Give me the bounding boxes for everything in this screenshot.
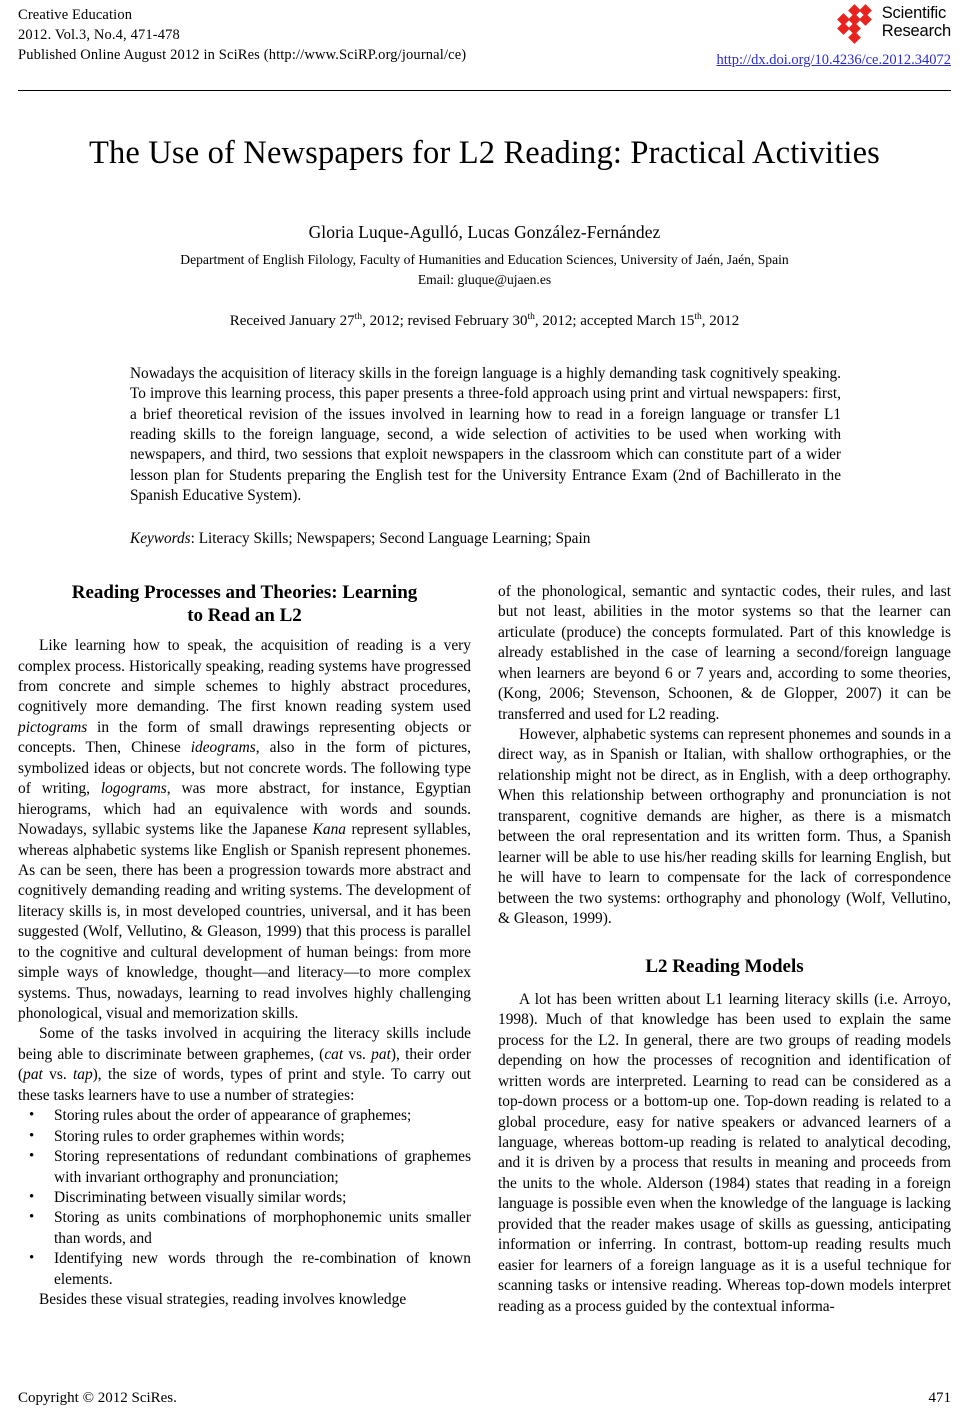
left-column <box>18 582 471 1317</box>
term-ideograms: ideograms <box>190 739 256 757</box>
text-run: Like learning how to speak, the acquisition of reading is a very complex process. Historically speaking, reading systems have progressed from concrete and simple schemes to highly abstract procedures, cognitively more demanding. The first known reading system used <box>18 637 471 716</box>
paragraph-literacy-tasks <box>18 1024 471 1106</box>
section-heading-reading-processes <box>18 582 471 627</box>
paragraph-visual-strategies: Besides these visual strategies, reading involves knowledge <box>39 1291 407 1309</box>
copyright-notice: Copyright © 2012 SciRes. <box>18 1390 177 1406</box>
text-run: in the form of small drawings representing objects or concepts. Then, Chinese <box>18 718 471 757</box>
paragraph-reading-history <box>18 636 471 1024</box>
list-item: • Storing rules to order graphemes within words; <box>18 1127 471 1147</box>
logo-wordmark <box>882 4 951 41</box>
diamond-logo-icon <box>837 6 877 42</box>
keywords-values: : Literacy Skills; Newspapers; Second Language Learning; Spain <box>190 529 591 547</box>
header-divider <box>18 90 951 91</box>
received-label: Received January 27 <box>229 312 355 329</box>
accepted-year: , 2012 <box>701 312 740 329</box>
term-pictograms: pictograms <box>18 718 88 736</box>
example-pat-2: pat <box>23 1066 43 1084</box>
volume-issue-pages: 2012. Vol.3, No.4, 471-478 <box>18 26 180 43</box>
heading-line-1: Reading Processes and Theories: Learning <box>71 581 418 603</box>
logo-line-1: Scientific <box>881 4 947 22</box>
contact-email: Email: gluque@ujaen.es <box>417 272 552 288</box>
abstract-text: Nowadays the acquisition of literacy skills in the foreign language is a highly demanding task cognitively speaking. To improve this learning process, this paper presents a three-fold approach using print and virtual newspapers: first, a brief theoretical revision of the issues involved in learning how to read in a foreign language or transfer L1 reading skills to the foreign language, second, a wide selection of activities to be used when working with newspapers, and third, two sessions that exploit newspapers in the classroom which can constitute part of a wider lesson plan for Students preparing the English test for the University Entrance Exam (2nd of Bachillerato in the Spanish Educative System). <box>130 364 841 505</box>
text-run: ), the size of words, types of print and style. To carry out these tasks learners have to use a number of strategies: <box>18 1066 471 1104</box>
paragraph-reading-models: A lot has been written about L1 learning literacy skills (i.e. Arroyo, 1998). Much of that knowledge has been used to explain the same process for the L2. In general, there are two groups of reading models depending on how the processes of recognition and identification of written words are interpreted. Learning to read can be considered as a top-down process or a bottom-up one. Top-down reading is related to a global procedure, easy for native speakers or advanced learners of a language, whereas bottom-up reading is related to analytical decoding, and it is driven by a process that results in meaning and proceeds from the units to the whole. Alderson (1984) states that reading in a foreign language is possible even when the knowledge of the language is lacking provided that the reader makes usage of skills as guessing, anticipating information or inferring. In contrast, bottom-up reading results much easier for learners of a foreign language as it is a useful technique for scanning tasks or intensive reading. Whereas top-down models interpret reading as a process guided by the contextual informa- <box>498 990 951 1315</box>
revised-label: , 2012; revised February 30 <box>362 312 528 329</box>
term-logograms: logograms <box>100 780 167 798</box>
strategies-list <box>18 1106 471 1290</box>
keywords-label: Keywords <box>130 529 191 547</box>
example-cat: cat <box>324 1045 344 1063</box>
text-run: vs. <box>343 1045 372 1063</box>
accepted-label: , 2012; accepted March 15 <box>534 312 695 329</box>
journal-name: Creative Education <box>18 7 133 23</box>
page-footer <box>18 1390 951 1407</box>
received-ordinal: th <box>354 311 363 322</box>
body-columns <box>18 582 951 1317</box>
paragraph-phonological-codes: of the phonological, semantic and syntactic codes, their rules, and last but not least, abilities in the motor systems so that the learner can articulate (produce) the concepts formulated. Part of this knowledge is already established in the case of learning a second/foreign language when learners are beyond 6 or 7 years and, according to some theories, (Kong, 2006; Stevenson, Schoonen, & de Glopper, 2007) it can be transferred and used for L2 reading. <box>498 582 951 723</box>
accepted-ordinal: th <box>694 311 702 322</box>
paragraph-alphabetic-systems: However, alphabetic systems can represent phonemes and sounds in a direct way, as in Spanish or Italian, with shallow orthographies, or the relationship might not be direct, as in English, with a deep orthography. When this relationship between orthography and pronunciation is not transparent, cognitive demands are higher, as there is a mismatch between the oral representation and its written form. Thus, a Spanish learner will be able to use his/her reading skills for learning English, but he will have to learn to compensate for the lack of correspondence between the two systems: orthography and phonology (Wolf, Vellutino, & Gleason, 1999). <box>498 726 951 927</box>
keywords-line <box>130 529 841 549</box>
text-run: ), their order ( <box>18 1045 471 1084</box>
example-pat: pat <box>371 1045 391 1063</box>
example-tap: tap <box>72 1066 93 1084</box>
page-number: 471 <box>928 1390 951 1406</box>
author-list: Gloria Luque-Agulló, Lucas González-Fernández <box>308 222 661 243</box>
section-heading-l2-reading-models: L2 Reading Models <box>645 956 804 978</box>
heading-line-2: to Read an L2 <box>187 604 302 626</box>
revised-ordinal: th <box>527 311 535 322</box>
list-item: • Discriminating between visually similar words; <box>18 1188 471 1208</box>
list-item: • Storing rules about the order of appearance of graphemes; <box>18 1106 471 1126</box>
abstract-section <box>130 364 841 549</box>
text-run: vs. <box>42 1066 73 1084</box>
affiliation: Department of English Filology, Faculty of Humanities and Education Sciences, University of Jaén, Jaén, Spain <box>180 252 789 268</box>
term-kana: Kana <box>312 821 346 839</box>
text-run: , also in the form of pictures, symbolized ideas or objects, but not concrete words. The following type of writing, <box>18 739 471 798</box>
text-run: represent syllables, whereas alphabetic systems like English or Spanish represent phonemes. As can be seen, there has been a progression towards more abstract and cognitively demanding reading and writing systems. The development of literacy skills is, in most developed countries, universal, and it has been suggested (Wolf, Vellutino, & Gleason, 1999) that this process is parallel to the cognitive and cultural development of human beings: from more simple ways of knowledge, thought—and literacy—to more complex systems. Thus, nowadays, learning to read involves highly challenging phonological, visual and memorization skills. <box>18 821 471 1023</box>
right-column <box>498 582 951 1317</box>
text-run: , was more abstract, for instance, Egyptian hierograms, which had an equivalence with words and sounds. Nowadays, syllabic systems like the Japanese <box>18 780 471 839</box>
published-online-line: Published Online August 2012 in SciRes (http://www.SciRP.org/journal/ce) <box>18 46 467 63</box>
text-run: Some of the tasks involved in acquiring the literacy skills include being able to discriminate between graphemes, ( <box>18 1025 471 1063</box>
submission-dates <box>18 312 951 330</box>
list-item: • Identifying new words through the re-combination of known elements. <box>18 1249 471 1290</box>
doi-link[interactable]: http://dx.doi.org/10.4236/ce.2012.34072 <box>716 52 951 68</box>
list-item: • Storing as units combinations of morphophonemic units smaller than words, and <box>18 1208 471 1249</box>
scientific-research-logo <box>837 4 951 42</box>
logo-line-2: Research <box>881 22 951 41</box>
list-item: • Storing representations of redundant combinations of graphemes with invariant orthography and pronunciation; <box>18 1147 471 1188</box>
page-title: The Use of Newspapers for L2 Reading: Practical Activities <box>89 135 880 171</box>
